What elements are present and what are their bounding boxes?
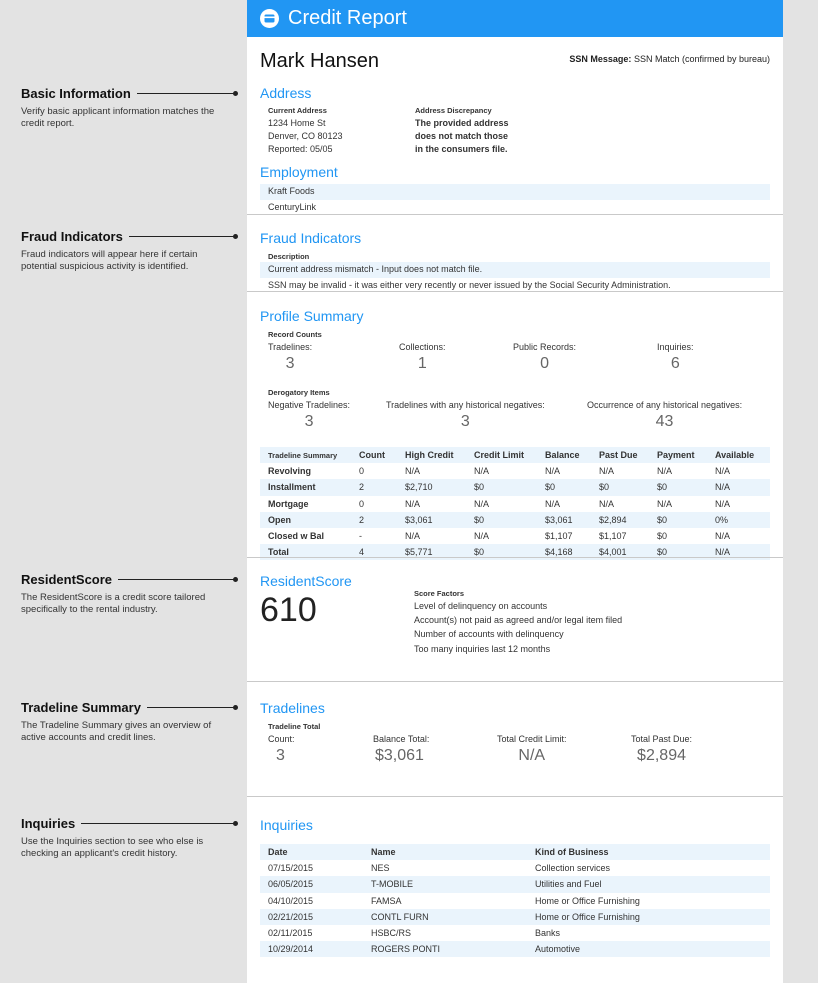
table-cell: T-MOBILE xyxy=(363,876,527,892)
annotation-pointer xyxy=(118,579,236,580)
address-line-2: Denver, CO 80123 xyxy=(268,131,343,141)
annotation-resident-score xyxy=(21,572,236,616)
table-cell: $5,771 xyxy=(397,544,466,560)
table-cell: Collection services xyxy=(535,863,611,874)
divider xyxy=(247,291,783,292)
table-cell: CONTL FURN xyxy=(363,909,527,925)
table-cell: $4,001 xyxy=(591,544,649,560)
derog-historical-tradelines xyxy=(386,400,545,431)
table-cell: $4,168 xyxy=(537,544,591,560)
annotation-pointer xyxy=(129,236,236,237)
tradelines-section xyxy=(247,700,783,770)
address-line-1: 1234 Home St xyxy=(268,118,326,128)
address-section xyxy=(247,85,783,156)
profile-summary-section xyxy=(247,308,783,560)
table-row xyxy=(260,893,770,909)
record-counts-label: Record Counts xyxy=(268,330,322,339)
table-cell: N/A xyxy=(474,498,490,509)
table-cell: $3,061 xyxy=(397,512,466,528)
table-cell: 02/11/2015 xyxy=(268,928,313,939)
fraud-title: Fraud Indicators xyxy=(260,230,362,246)
column-header: Available xyxy=(707,447,770,463)
tradeline-count xyxy=(268,734,295,765)
table-cell: $0 xyxy=(466,512,537,528)
table-cell: 07/15/2015 xyxy=(268,863,314,874)
annotation-title: Basic Information xyxy=(21,86,131,101)
divider xyxy=(247,681,783,682)
table-cell: $0 xyxy=(537,479,591,495)
right-margin xyxy=(783,0,818,983)
stat-value: $2,894 xyxy=(637,747,686,764)
table-cell: N/A xyxy=(474,466,490,477)
annotation-title: Fraud Indicators xyxy=(21,229,123,244)
annotation-description: Fraud indicators will appear here if certain potential suspicious activity is identified. xyxy=(21,249,198,272)
annotation-description: Verify basic applicant information matches the credit report. xyxy=(21,106,215,129)
table-header-row xyxy=(260,844,770,860)
column-header: Count xyxy=(351,447,397,463)
table-cell: N/A xyxy=(545,498,561,509)
stat-value: 3 xyxy=(276,747,285,764)
table-cell: N/A xyxy=(545,466,561,477)
score-factor: Too many inquiries last 12 months xyxy=(414,643,551,654)
report-header xyxy=(247,0,783,37)
table-cell: Installment xyxy=(260,479,351,495)
table-cell: N/A xyxy=(474,531,490,542)
fraud-description-label: Description xyxy=(268,252,310,261)
table-cell: N/A xyxy=(715,498,731,509)
annotation-title: Inquiries xyxy=(21,816,76,831)
table-cell: N/A xyxy=(715,531,731,542)
stat-label: Public Records: xyxy=(513,342,577,352)
record-public-records xyxy=(513,342,576,373)
table-cell: Automotive xyxy=(527,941,770,957)
table-cell: $0 xyxy=(649,479,707,495)
derog-negative-tradelines xyxy=(268,400,350,431)
inquiries-table xyxy=(260,844,770,957)
score-factor: Level of delinquency on accounts xyxy=(414,601,548,611)
table-cell: Mortgage xyxy=(268,498,309,509)
employment-item: Kraft Foods xyxy=(260,184,770,200)
stat-label: Collections: xyxy=(399,342,446,352)
annotation-pointer xyxy=(137,93,236,94)
inquiries-section xyxy=(247,817,783,957)
tradeline-totals xyxy=(260,734,770,770)
inquiries-title: Inquiries xyxy=(260,817,313,833)
column-header: Tradeline Summary xyxy=(260,447,351,463)
address-reported: Reported: 05/05 xyxy=(268,144,333,154)
column-header: Date xyxy=(260,844,363,860)
stat-value: 1 xyxy=(417,355,427,372)
annotation-pointer xyxy=(81,823,236,824)
table-cell: N/A xyxy=(405,531,421,542)
derogatory-items xyxy=(260,400,770,434)
annotation-description: Use the Inquiries section to see who else is checking an applicant's credit history. xyxy=(21,836,204,859)
discrepancy-line-3: in the consumers file. xyxy=(415,144,508,154)
column-header: Past Due xyxy=(591,447,649,463)
stat-value: N/A xyxy=(518,747,546,764)
stat-value: 43 xyxy=(655,413,674,430)
divider xyxy=(247,796,783,797)
ssn-label: SSN Message: xyxy=(569,54,632,64)
table-cell: 2 xyxy=(351,512,397,528)
address-discrepancy-label: Address Discrepancy xyxy=(415,106,492,115)
table-cell: N/A xyxy=(657,466,673,477)
applicant-name: Mark Hansen xyxy=(260,50,379,72)
table-cell: FAMSA xyxy=(371,895,402,906)
stat-value: $3,061 xyxy=(375,747,424,764)
table-row xyxy=(260,909,770,925)
column-header: Balance xyxy=(537,447,591,463)
divider xyxy=(247,557,783,558)
column-header: High Credit xyxy=(397,447,466,463)
table-cell: 04/10/2015 xyxy=(268,895,314,906)
table-cell: $0 xyxy=(466,544,537,560)
table-cell: Home or Office Furnishing xyxy=(527,909,770,925)
fraud-section xyxy=(247,230,783,293)
table-cell: HSBC/RS xyxy=(371,928,412,939)
ssn-value: SSN Match (confirmed by bureau) xyxy=(633,54,770,64)
annotation-tradeline-summary xyxy=(21,700,236,744)
table-cell: 10/29/2014 xyxy=(260,941,363,957)
tradeline-balance-total xyxy=(373,734,429,765)
table-cell: Closed w Bal xyxy=(268,531,325,542)
table-cell: N/A xyxy=(715,466,731,477)
table-row xyxy=(260,860,770,876)
stat-label: Total Credit Limit: xyxy=(497,734,567,744)
table-cell: $0 xyxy=(657,531,668,542)
table-cell: N/A xyxy=(599,498,615,509)
ssn-message xyxy=(569,54,770,64)
current-address-label: Current Address xyxy=(268,106,327,115)
table-cell: Home or Office Furnishing xyxy=(535,895,640,906)
stat-value: 3 xyxy=(460,413,470,430)
table-cell: $0 xyxy=(649,544,707,560)
table-cell: 2 xyxy=(351,479,397,495)
stat-label: Negative Tradelines: xyxy=(268,400,351,410)
annotation-title: ResidentScore xyxy=(21,572,113,587)
report-title: Credit Report xyxy=(288,7,407,29)
stat-value: 3 xyxy=(285,355,295,372)
resident-score-section xyxy=(247,573,783,656)
annotation-description: The ResidentScore is a credit score tailored specifically to the rental industry. xyxy=(21,592,206,615)
column-header: Credit Limit xyxy=(466,447,537,463)
annotation-basic-information xyxy=(21,86,236,130)
stat-value: 3 xyxy=(304,413,314,430)
employment-title: Employment xyxy=(260,164,338,180)
table-cell: N/A xyxy=(707,479,770,495)
employment-item: CenturyLink xyxy=(268,201,317,212)
record-tradelines xyxy=(268,342,312,373)
table-cell: ROGERS PONTI xyxy=(363,941,527,957)
fraud-item: Current address mismatch - Input does not match file. xyxy=(260,262,770,278)
table-cell: $2,894 xyxy=(591,512,649,528)
table-cell: $1,107 xyxy=(545,531,573,542)
annotation-pointer xyxy=(147,707,236,708)
table-cell: 4 xyxy=(351,544,397,560)
table-cell: N/A xyxy=(405,498,421,509)
tradelines-title: Tradelines xyxy=(260,700,325,716)
stat-label: Count: xyxy=(268,734,295,744)
table-cell: N/A xyxy=(405,466,421,477)
table-cell: Banks xyxy=(535,928,561,939)
table-cell: N/A xyxy=(599,466,615,477)
annotation-fraud-indicators xyxy=(21,229,236,273)
credit-card-icon xyxy=(260,9,279,28)
score-factor: Account(s) not paid as agreed and/or legal item filed xyxy=(414,615,623,626)
stat-value: 6 xyxy=(670,355,680,372)
table-cell: 06/05/2015 xyxy=(260,876,363,892)
table-row xyxy=(260,528,770,544)
score-factor: Number of accounts with delinquency xyxy=(414,629,564,640)
divider xyxy=(247,214,783,215)
table-row xyxy=(260,876,770,892)
annotation-title: Tradeline Summary xyxy=(21,700,141,715)
table-cell: $0 xyxy=(649,512,707,528)
annotation-description: The Tradeline Summary gives an overview of active accounts and credit lines. xyxy=(21,720,212,743)
table-cell: Utilities and Fuel xyxy=(527,876,770,892)
column-header: Payment xyxy=(649,447,707,463)
table-cell: N/A xyxy=(657,498,673,509)
table-header-row xyxy=(260,447,770,463)
column-header: Name xyxy=(363,844,527,860)
tradeline-past-due xyxy=(631,734,692,765)
derogatory-items-label: Derogatory Items xyxy=(268,388,330,397)
table-cell: 0% xyxy=(707,512,770,528)
tradeline-total-label: Tradeline Total xyxy=(268,722,321,731)
table-row xyxy=(260,496,770,512)
annotation-inquiries xyxy=(21,816,236,860)
profile-title: Profile Summary xyxy=(260,308,364,324)
table-cell: 02/21/2015 xyxy=(260,909,363,925)
basic-info-section xyxy=(247,50,783,73)
table-row xyxy=(260,479,770,495)
stat-label: Occurrence of any historical negatives: xyxy=(587,400,743,410)
table-cell: $0 xyxy=(466,479,537,495)
table-cell: Open xyxy=(260,512,351,528)
table-cell: Total xyxy=(260,544,351,560)
record-inquiries xyxy=(657,342,694,373)
fraud-item: SSN may be invalid - it was either very recently or never issued by the Social Security Administration. xyxy=(268,279,671,290)
table-row xyxy=(260,925,770,941)
table-row xyxy=(260,512,770,528)
table-cell: $0 xyxy=(591,479,649,495)
table-cell: N/A xyxy=(707,544,770,560)
credit-report xyxy=(247,0,783,983)
table-row xyxy=(260,463,770,479)
address-title: Address xyxy=(260,85,312,101)
stat-label: Balance Total: xyxy=(373,734,430,744)
table-cell: NES xyxy=(371,863,390,874)
table-cell: $2,710 xyxy=(397,479,466,495)
tradeline-credit-limit xyxy=(497,734,567,765)
table-row xyxy=(260,941,770,957)
stat-label: Tradelines: xyxy=(268,342,313,352)
score-factors-label: Score Factors xyxy=(414,589,465,598)
discrepancy-line-2: does not match those xyxy=(415,131,509,141)
tradeline-summary-table xyxy=(260,447,770,560)
resident-score-title: ResidentScore xyxy=(260,573,352,589)
discrepancy-line-1: The provided address xyxy=(415,118,509,128)
resident-score-value: 610 xyxy=(260,591,317,629)
table-cell: - xyxy=(359,531,362,542)
derog-historical-occurrence xyxy=(587,400,742,431)
table-cell: 0 xyxy=(359,498,365,509)
stat-value: 0 xyxy=(540,355,549,372)
column-header: Kind of Business xyxy=(527,844,770,860)
employment-section xyxy=(247,164,783,215)
stat-label: Total Past Due: xyxy=(631,734,693,744)
stat-label: Inquiries: xyxy=(657,342,694,352)
record-counts xyxy=(260,342,770,376)
table-cell: 0 xyxy=(359,466,365,477)
record-collections xyxy=(399,342,446,373)
table-cell: Revolving xyxy=(268,466,312,477)
table-cell: $3,061 xyxy=(537,512,591,528)
table-cell: $1,107 xyxy=(599,531,627,542)
stat-label: Tradelines with any historical negatives: xyxy=(386,400,545,410)
